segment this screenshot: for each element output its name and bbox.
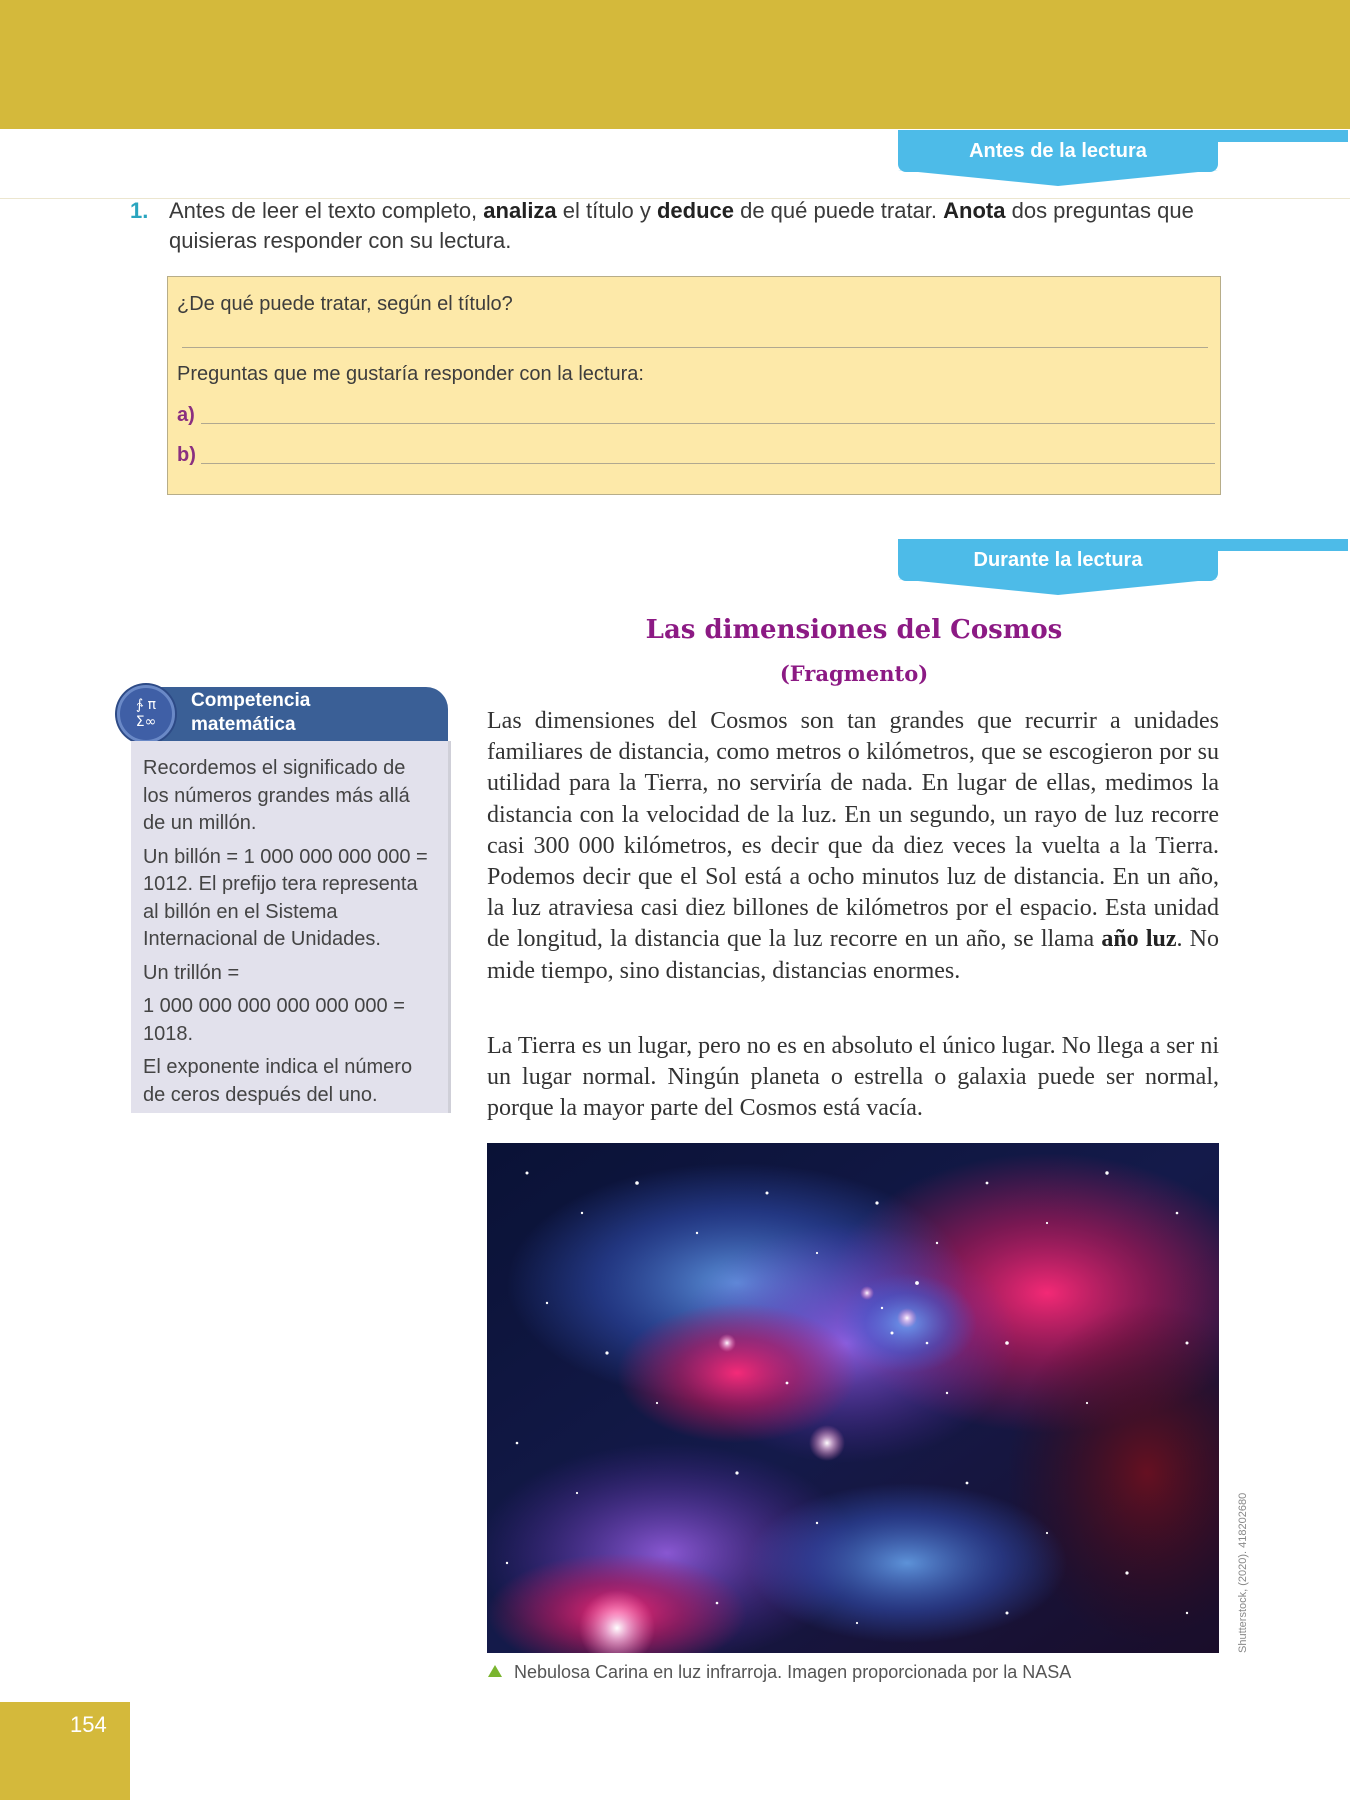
page-number: 154 (70, 1712, 107, 1737)
math-competency-box (131, 687, 448, 1113)
tab-label: Durante la lectura (973, 549, 1143, 571)
question-verb: Anota (943, 198, 1006, 223)
question-verb: analiza (483, 198, 557, 223)
answer-line-a[interactable] (201, 423, 1215, 424)
paragraph-text: Las dimensiones del Cosmos son tan grandes que recurrir a unidades familiares de distancia, como metros o kilómetros, que se escogieron por su utilidad para la Tierra, no serviría de nada. En lugar de ellas, medimos la distancia con la velocidad de la luz. En un segundo, un rayo de luz recorre casi 300 000 kilómetros, es decir que da diez veces la vuelta a la Tierra. Podemos decir que el Sol está a ocho minutos luz de distancia. En un año, la luz atraviesa casi diez billones de kilómetros por el espacio. Esta unidad de longitud, la distancia que la luz recorre en un año, se llama (487, 708, 1219, 953)
sidebar-paragraph: Recordemos el significado de los números grandes más allá de un millón. (143, 757, 410, 834)
question-text-part: Antes de leer el texto completo, (169, 198, 484, 223)
sidebar-title (191, 687, 431, 737)
tab-pointer (898, 579, 1218, 597)
question-text-part: de qué puede tratar. (733, 198, 944, 223)
answer-label-b: b) (177, 444, 196, 466)
top-color-band (0, 0, 1350, 129)
tab-pointer (898, 170, 1218, 188)
question-verb: deduce (656, 198, 734, 223)
paragraph-text: . No mide tiempo, sino distancias, distancias enormes. (487, 926, 1220, 984)
sidebar-paragraph: 1 000 000 000 000 000 000 = 1018. (143, 995, 405, 1045)
answer-line-b[interactable] (201, 463, 1215, 464)
answer-prompt-topic: ¿De qué puede tratar, según el título? (177, 293, 513, 315)
math-symbols-icon (117, 685, 175, 743)
sidebar-title-line: matemática (191, 714, 296, 735)
image-caption (488, 1662, 1071, 1683)
paragraph-text: La Tierra es un lugar, pero no es en absoluto el único lugar. No llega a ser ni un lugar normal. Ningún planeta o estrella o galaxia puede ser normal, porque la mayor parte del Cosmos está vacía. (487, 1033, 1219, 1122)
sidebar-shadow (448, 741, 451, 1113)
reading-paragraph-2 (487, 1031, 1219, 1125)
answer-box (167, 276, 1221, 495)
question-text (169, 196, 1259, 256)
sidebar-paragraph: El exponente indica el número de ceros después del uno. (143, 1056, 413, 1106)
reading-paragraph-1 (487, 706, 1219, 987)
answer-label-a: a) (177, 404, 195, 426)
caption-text: Nebulosa Carina en luz infrarroja. Imagen proporcionada por la NASA (514, 1662, 1072, 1682)
image-credit: Shutterstock, (2020). 418202680 (1237, 1492, 1249, 1653)
sidebar-paragraph: Un billón = 1 000 000 000 000 = 1012. El prefijo tera representa al billón en el Sistema Internacional de Unidades. (143, 845, 428, 950)
math-symbols-line: ∱ π (135, 697, 157, 713)
reading-subtitle: (Fragmento) (779, 661, 929, 686)
reading-title: Las dimensiones del Cosmos (645, 615, 1063, 645)
sidebar-title-line: Competencia (191, 690, 311, 711)
sidebar-paragraph: Un trillón = (143, 961, 240, 984)
carina-nebula-image (487, 1143, 1219, 1653)
sidebar-body (131, 741, 448, 1113)
triangle-bullet-icon (488, 1665, 502, 1677)
page-number-tab (0, 1702, 130, 1800)
question-text-part: dos preguntas que quisieras responder con su lectura. (169, 198, 1194, 253)
sidebar-header (131, 687, 448, 741)
tab-label: Antes de la lectura (969, 140, 1147, 162)
math-symbols-line: Σ∞ (135, 714, 157, 730)
question-number: 1. (130, 198, 149, 223)
key-term: año luz (1101, 926, 1177, 953)
question-text-part: el título y (556, 198, 657, 223)
answer-line-topic[interactable] (182, 347, 1208, 348)
answer-prompt-questions: Preguntas que me gustaría responder con la lectura: (177, 363, 644, 385)
